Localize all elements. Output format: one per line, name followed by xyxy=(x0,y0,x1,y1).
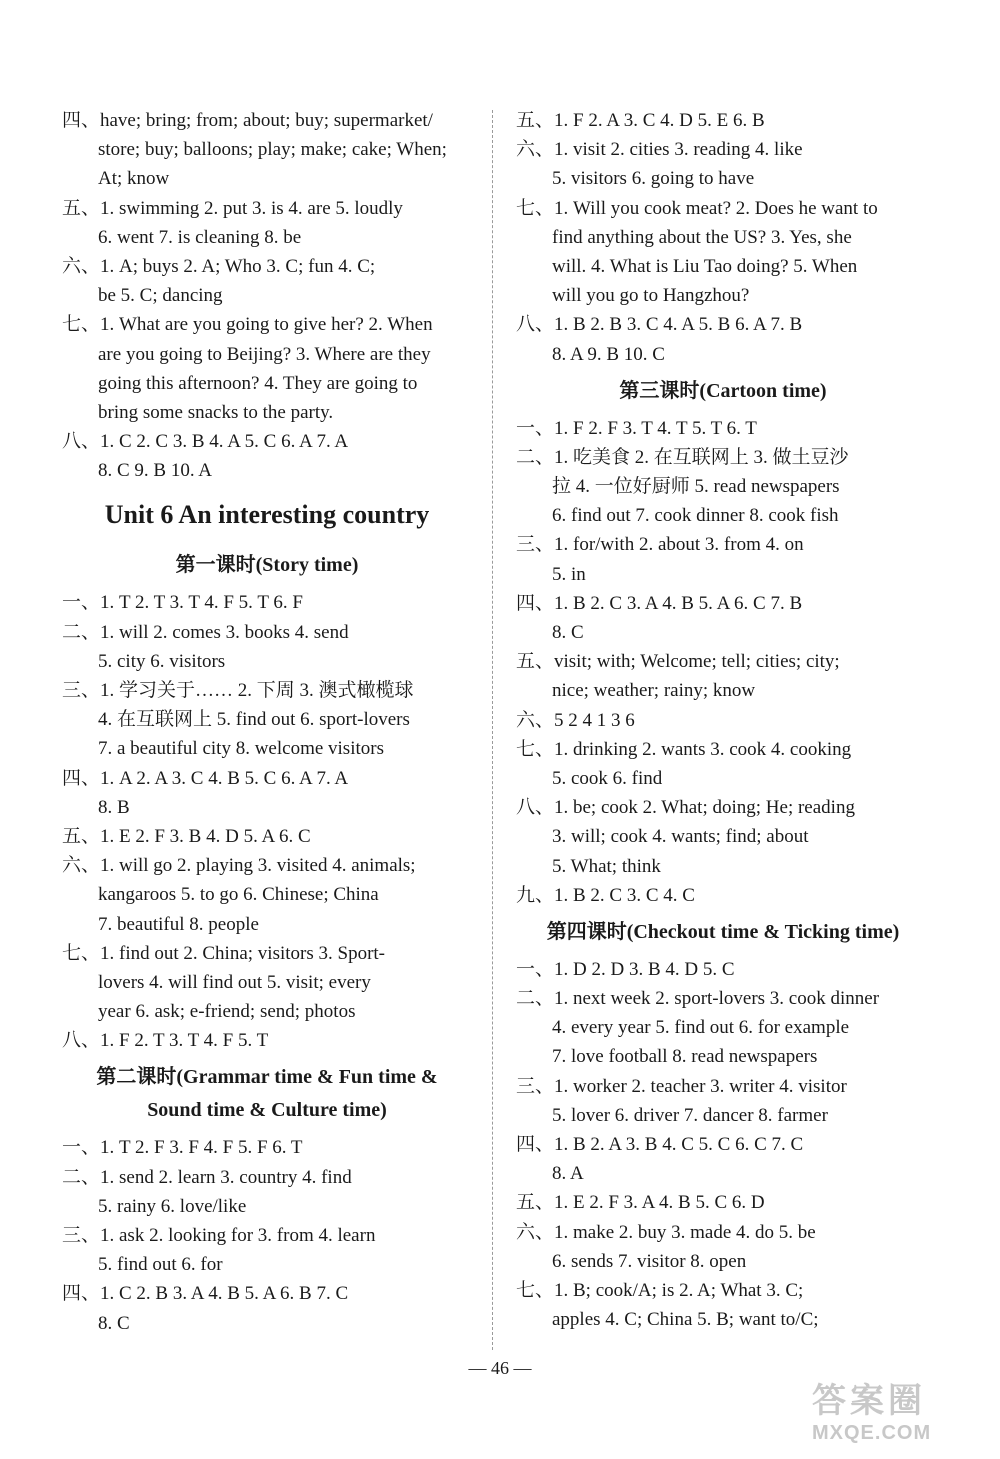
answer-line-continued: 6. sends 7. visitor 8. open xyxy=(552,1250,747,1272)
section-heading: 第一课时(Story time) xyxy=(175,554,359,577)
answer-line: 八、1. C 2. C 3. B 4. A 5. C 6. A 7. A xyxy=(62,431,349,453)
answer-line: 二、1. next week 2. sport-lovers 3. cook dinner xyxy=(516,988,880,1010)
answer-line: 五、1. E 2. F 3. A 4. B 5. C 6. D xyxy=(516,1192,765,1214)
watermark-line1: 答案圈 xyxy=(812,1382,926,1420)
answer-line-continued: 4. every year 5. find out 6. for example xyxy=(552,1017,850,1039)
right-column xyxy=(516,106,930,1334)
answer-line-continued: At; know xyxy=(98,168,170,190)
answer-line: 五、visit; with; Welcome; tell; cities; city; xyxy=(516,651,840,673)
page-number: — 46 — xyxy=(468,1358,532,1378)
answer-line-continued: 5. visitors 6. going to have xyxy=(552,168,755,190)
answer-line: 七、1. drinking 2. wants 3. cook 4. cooking xyxy=(516,738,852,760)
answer-line-continued: apples 4. C; China 5. B; want to/C; xyxy=(552,1309,819,1331)
answer-line: 六、1. make 2. buy 3. made 4. do 5. be xyxy=(516,1221,816,1243)
answer-line: 三、1. worker 2. teacher 3. writer 4. visitor xyxy=(516,1075,847,1097)
section-heading: 第三课时(Cartoon time) xyxy=(619,379,827,402)
answer-line: 六、1. visit 2. cities 3. reading 4. like xyxy=(516,139,803,161)
answer-line: 三、1. for/with 2. about 3. from 4. on xyxy=(516,534,804,556)
answer-line-continued: 4. 在互联网上 5. find out 6. sport-lovers xyxy=(98,709,410,731)
answer-line: 五、1. E 2. F 3. B 4. D 5. A 6. C xyxy=(62,825,311,847)
answer-line: 六、5 2 4 1 3 6 xyxy=(516,709,635,731)
answer-line: 二、1. will 2. comes 3. books 4. send xyxy=(62,621,349,643)
answer-line-continued: 7. love football 8. read newspapers xyxy=(552,1046,818,1068)
answer-line: 一、1. D 2. D 3. B 4. D 5. C xyxy=(516,958,735,980)
answer-line-continued: 8. A xyxy=(552,1163,584,1185)
answer-line-continued: find anything about the US? 3. Yes, she xyxy=(552,226,852,248)
answer-line: 七、1. B; cook/A; is 2. A; What 3. C; xyxy=(516,1279,804,1301)
watermark-line2: MXQE.COM xyxy=(812,1422,932,1444)
answer-line: 四、1. B 2. C 3. A 4. B 5. A 6. C 7. B xyxy=(516,592,803,614)
answer-line: 六、1. A; buys 2. A; Who 3. C; fun 4. C; xyxy=(62,255,376,277)
answer-line-continued: 5. What; think xyxy=(552,855,661,877)
section-heading: Sound time & Culture time) xyxy=(147,1099,387,1122)
answer-line-continued: 8. C xyxy=(98,1312,130,1334)
answer-line-continued: 5. find out 6. for xyxy=(98,1254,223,1276)
answer-line-continued: store; buy; balloons; play; make; cake; When; xyxy=(98,139,447,161)
answer-line: 一、1. T 2. F 3. F 4. F 5. F 6. T xyxy=(62,1137,303,1159)
answer-line-continued: 5. lover 6. driver 7. dancer 8. farmer xyxy=(552,1104,828,1126)
answer-line-continued: will. 4. What is Liu Tao doing? 5. When xyxy=(552,255,858,277)
answer-line-continued: 7. a beautiful city 8. welcome visitors xyxy=(98,738,384,760)
answer-line-continued: be 5. C; dancing xyxy=(98,285,223,307)
answer-line: 四、have; bring; from; about; buy; supermarket/ xyxy=(62,110,433,131)
section-heading: 第二课时(Grammar time & Fun time & xyxy=(96,1066,438,1089)
answer-line-continued: going this afternoon? 4. They are going to xyxy=(98,372,418,394)
answer-line-continued: kangaroos 5. to go 6. Chinese; China xyxy=(98,884,379,906)
answer-line: 八、1. B 2. B 3. C 4. A 5. B 6. A 7. B xyxy=(516,314,803,336)
answer-line: 八、1. F 2. T 3. T 4. F 5. T xyxy=(62,1030,269,1052)
section-heading: 第四课时(Checkout time & Ticking time) xyxy=(546,920,900,943)
answer-line: 九、1. B 2. C 3. C 4. C xyxy=(516,884,695,906)
left-column xyxy=(62,106,472,1338)
answer-line-continued: 5. cook 6. find xyxy=(552,767,663,789)
column-divider xyxy=(492,110,493,1350)
answer-line-continued: year 6. ask; e-friend; send; photos xyxy=(98,1001,356,1023)
answer-line-continued: 5. in xyxy=(552,563,586,585)
answer-line-continued: bring some snacks to the party. xyxy=(98,401,334,423)
answer-line: 七、1. Will you cook meat? 2. Does he want to xyxy=(516,197,878,219)
answer-line: 五、1. swimming 2. put 3. is 4. are 5. loudly xyxy=(62,197,403,219)
answer-line: 二、1. send 2. learn 3. country 4. find xyxy=(62,1166,352,1188)
answer-line-continued: nice; weather; rainy; know xyxy=(552,680,756,702)
answer-line: 二、1. 吃美食 2. 在互联网上 3. 做土豆沙 xyxy=(516,446,849,468)
answer-line-continued: 6. find out 7. cook dinner 8. cook fish xyxy=(552,505,839,527)
answer-line: 七、1. find out 2. China; visitors 3. Sport- xyxy=(62,942,386,964)
watermark-logo xyxy=(812,1373,982,1443)
unit-title: Unit 6 An interesting country xyxy=(104,500,430,530)
answer-line-continued: lovers 4. will find out 5. visit; every xyxy=(98,971,371,993)
answer-line: 四、1. B 2. A 3. B 4. C 5. C 6. C 7. C xyxy=(516,1134,804,1155)
answer-line-continued: are you going to Beijing? 3. Where are they xyxy=(98,343,431,365)
answer-line-continued: 8. B xyxy=(98,796,130,818)
answer-line: 四、1. C 2. B 3. A 4. B 5. A 6. B 7. C xyxy=(62,1283,349,1305)
answer-line: 三、1. 学习关于…… 2. 下周 3. 澳式橄榄球 xyxy=(62,680,414,701)
answer-line: 八、1. be; cook 2. What; doing; He; reading xyxy=(516,797,855,819)
answer-line-continued: 8. C xyxy=(552,622,584,643)
answer-line-continued: 3. will; cook 4. wants; find; about xyxy=(552,826,809,848)
answer-line-continued: 7. beautiful 8. people xyxy=(98,913,259,935)
answer-line: 四、1. A 2. A 3. C 4. B 5. C 6. A 7. A xyxy=(62,767,349,789)
answer-line-continued: 6. went 7. is cleaning 8. be xyxy=(98,226,302,248)
answer-line-continued: will you go to Hangzhou? xyxy=(552,285,750,307)
answer-line: 三、1. ask 2. looking for 3. from 4. learn xyxy=(62,1225,376,1246)
answer-line: 一、1. F 2. F 3. T 4. T 5. T 6. T xyxy=(516,417,757,439)
answer-line: 六、1. will go 2. playing 3. visited 4. animals; xyxy=(62,855,416,877)
answer-line-continued: 5. rainy 6. love/like xyxy=(98,1195,247,1217)
answer-line-continued: 拉 4. 一位好厨师 5. read newspapers xyxy=(552,476,840,498)
answer-line-continued: 5. city 6. visitors xyxy=(98,650,226,672)
answer-line-continued: 8. A 9. B 10. C xyxy=(552,343,665,365)
answer-line: 五、1. F 2. A 3. C 4. D 5. E 6. B xyxy=(516,110,765,131)
answer-line: 一、1. T 2. T 3. T 4. F 5. T 6. F xyxy=(62,592,303,614)
answer-line-continued: 8. C 9. B 10. A xyxy=(98,460,213,482)
answer-line: 七、1. What are you going to give her? 2. When xyxy=(62,314,433,336)
